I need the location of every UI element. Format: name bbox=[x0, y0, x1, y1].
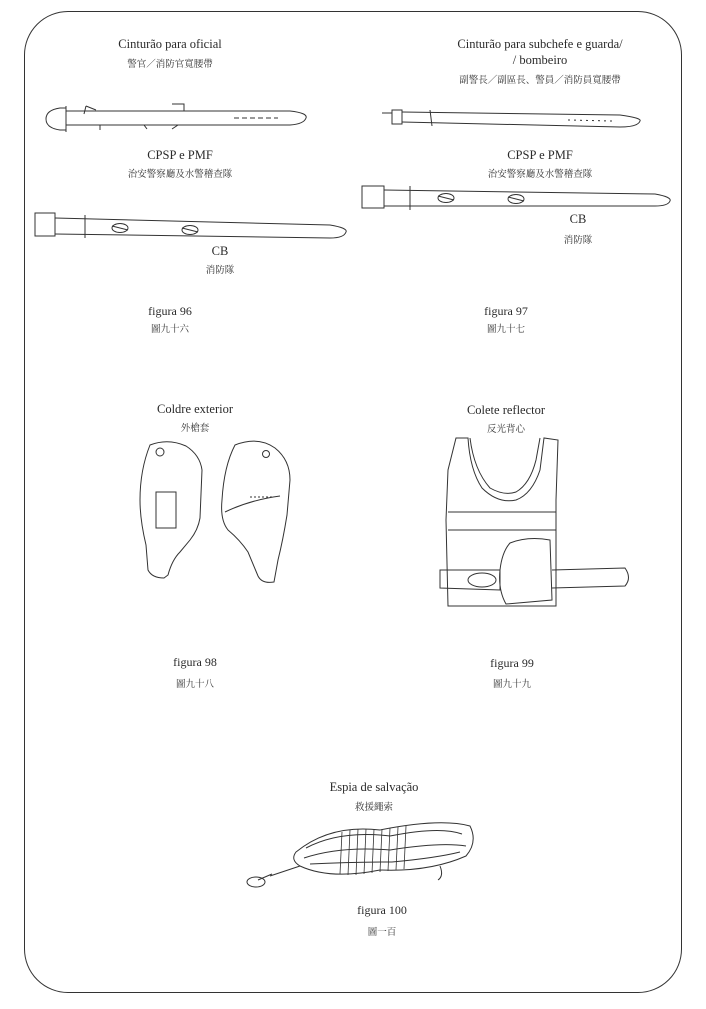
figure-99-label-zh: 圖九十九 bbox=[492, 679, 531, 690]
cb-belt-title-right: CB bbox=[569, 212, 587, 226]
rope-title-zh: 救援繩索 bbox=[354, 802, 393, 813]
vest-title-zh: 反光背心 bbox=[486, 424, 525, 435]
cpsp-belt-title-left: CPSP e PMF bbox=[147, 148, 213, 162]
figure-97-label-zh: 圖九十七 bbox=[486, 324, 525, 335]
subchief-belt-title-line1: Cinturão para subchefe e guarda/ bbox=[457, 37, 623, 51]
holster-title: Coldre exterior bbox=[156, 402, 233, 416]
officer-belt-title-zh: 警官／消防官寬腰帶 bbox=[127, 59, 213, 70]
subchief-belt-title-zh: 副警長／副區長、警員／消防員寬腰帶 bbox=[459, 75, 621, 86]
cpsp-belt-illustration-left bbox=[35, 213, 346, 238]
figure-98-label-zh: 圖九十八 bbox=[175, 679, 214, 690]
cpsp-belt-illustration-right bbox=[362, 186, 670, 210]
cpsp-belt-title-zh-left: 治安警察廳及水警稽查隊 bbox=[127, 169, 233, 180]
cpsp-belt-title-zh-right: 治安警察廳及水警稽查隊 bbox=[487, 169, 593, 180]
figure-99-label: figura 99 bbox=[490, 656, 534, 670]
figure-100-label: figura 100 bbox=[357, 903, 407, 917]
rope-illustration bbox=[247, 823, 473, 887]
figure-96-label: figura 96 bbox=[148, 304, 192, 318]
vest-title: Colete reflector bbox=[466, 403, 546, 417]
cpsp-belt-title-right: CPSP e PMF bbox=[507, 148, 573, 162]
figure-96-label-zh: 圖九十六 bbox=[150, 324, 189, 335]
figure-98-label: figura 98 bbox=[173, 655, 217, 669]
holster-illustration-right bbox=[222, 441, 290, 582]
officer-belt-title: Cinturão para oficial bbox=[118, 37, 222, 51]
subchief-belt-illustration bbox=[382, 110, 640, 127]
rope-title: Espia de salvação bbox=[329, 780, 419, 794]
vest-illustration bbox=[440, 438, 629, 606]
holster-illustration-left bbox=[140, 442, 202, 578]
cb-belt-title-zh-left: 消防隊 bbox=[205, 265, 235, 276]
figure-100-label-zh: 圖一百 bbox=[367, 927, 397, 938]
cb-belt-title-zh-right: 消防隊 bbox=[563, 235, 593, 246]
officer-belt-illustration bbox=[46, 104, 306, 132]
subchief-belt-title-line2: / bombeiro bbox=[512, 53, 568, 67]
cb-belt-title-left: CB bbox=[211, 244, 229, 258]
holster-title-zh: 外槍套 bbox=[180, 423, 210, 434]
figure-97-label: figura 97 bbox=[484, 304, 528, 318]
